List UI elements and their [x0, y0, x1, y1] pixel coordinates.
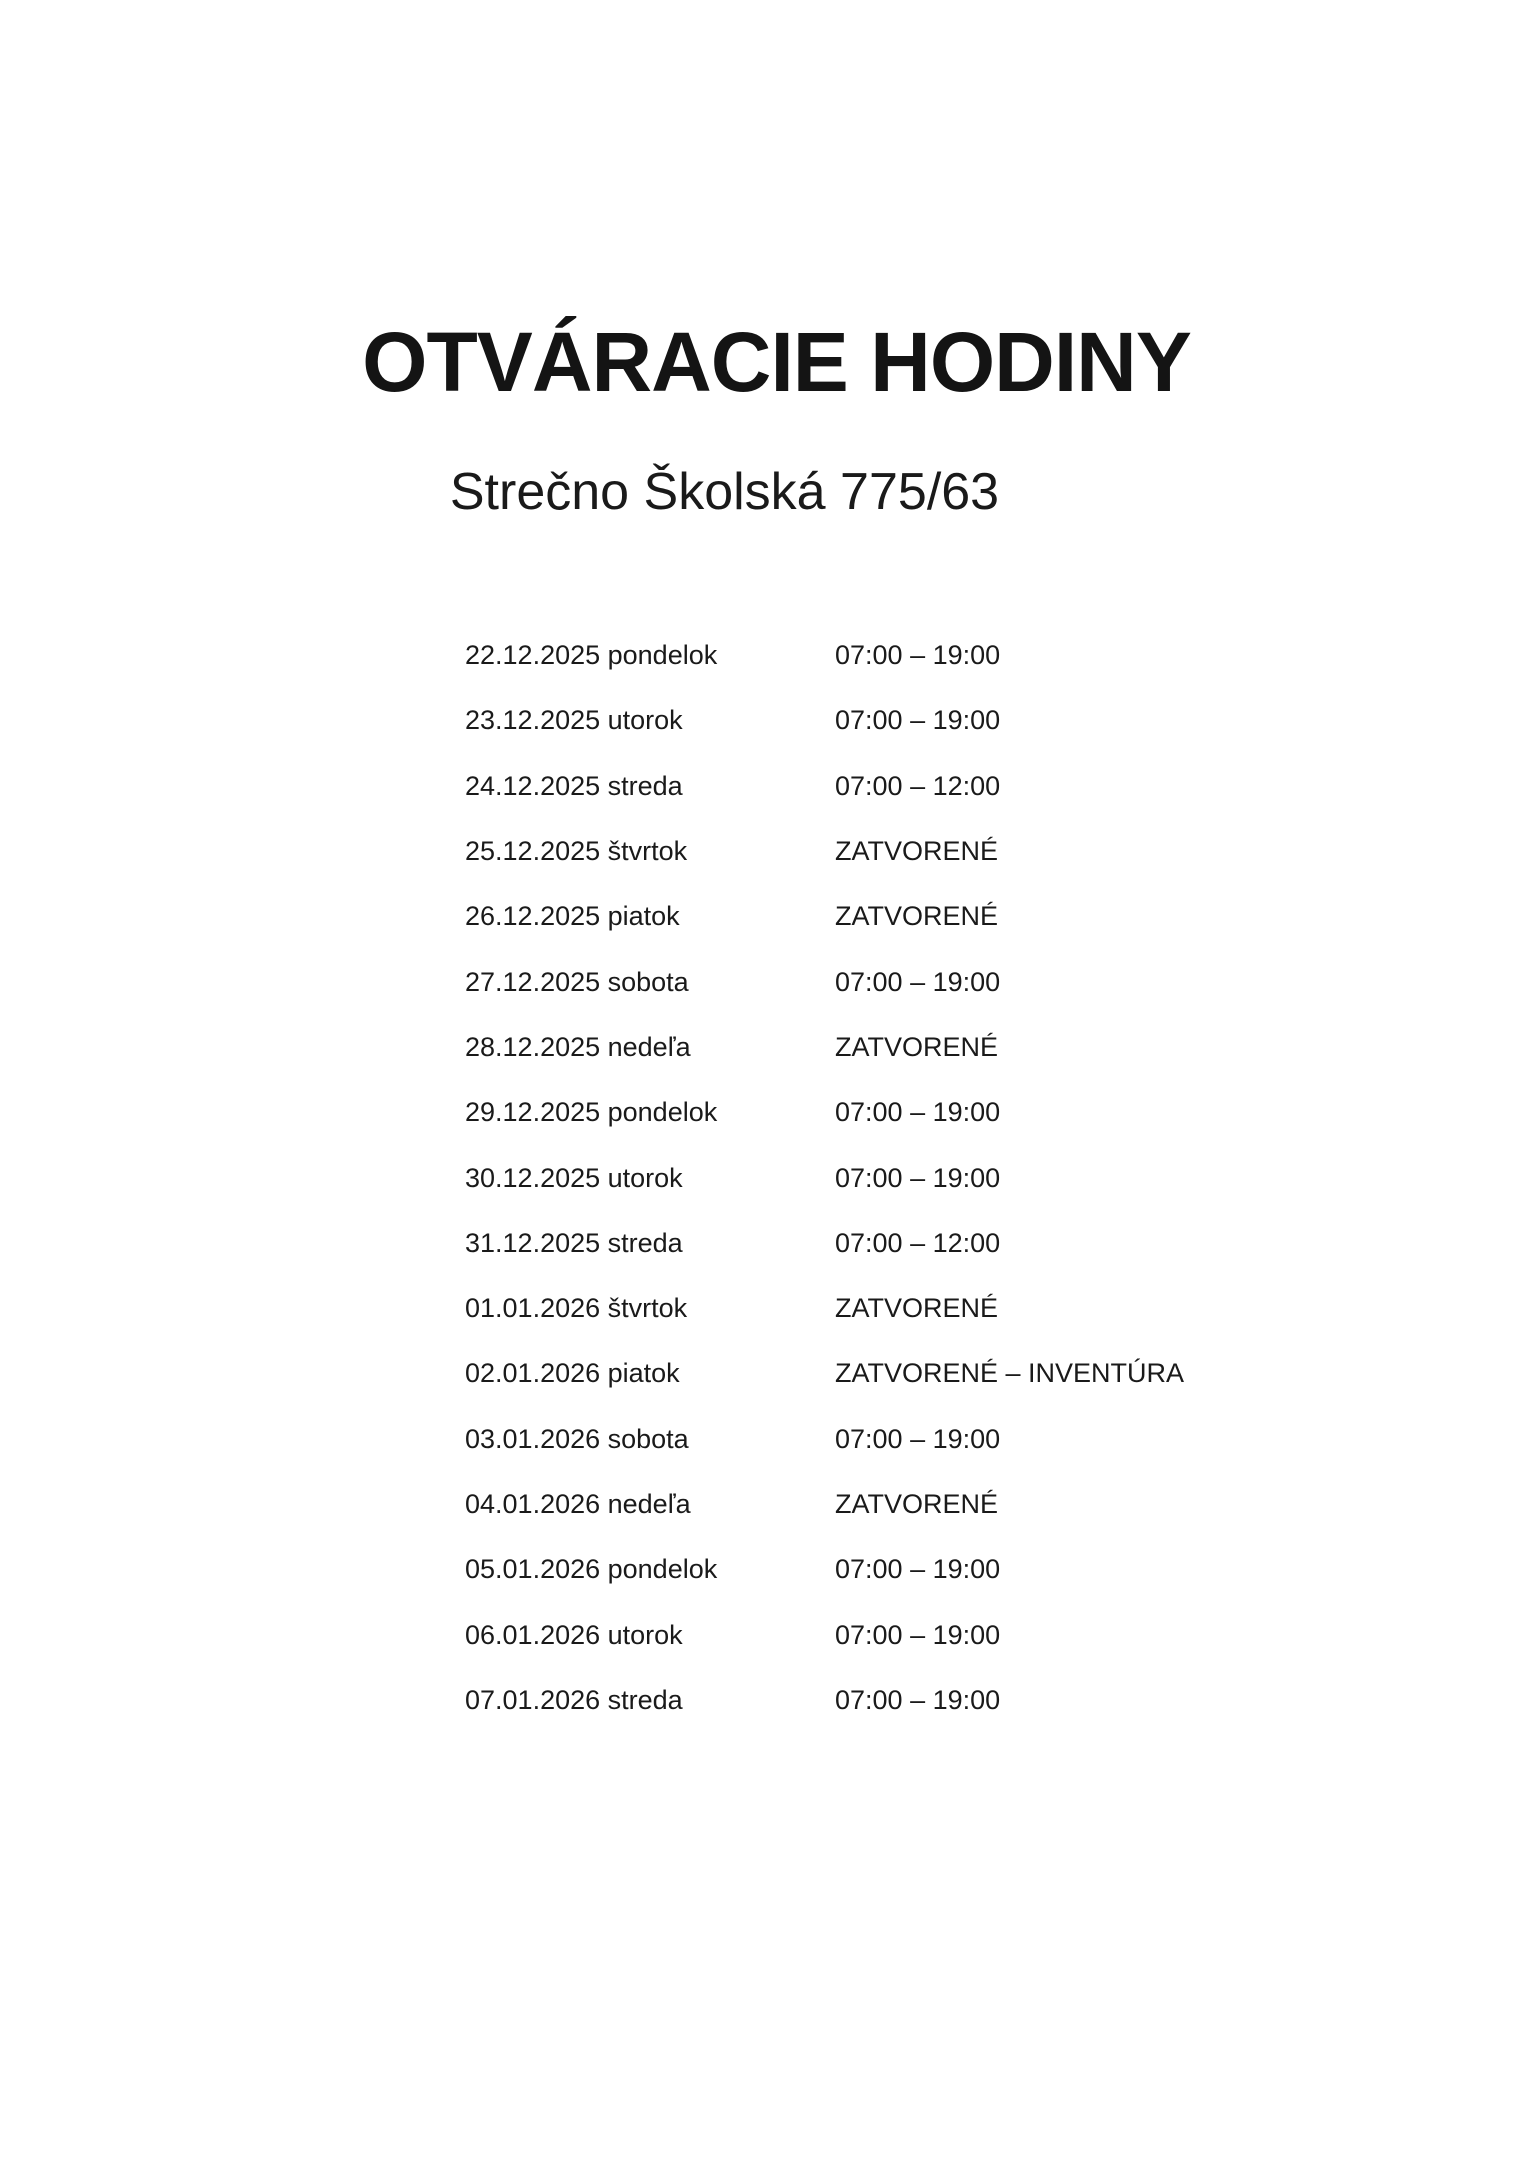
schedule-row [465, 949, 1184, 1014]
schedule-row-hours: 07:00 – 19:00 [835, 1554, 1001, 1585]
schedule-row [465, 688, 1184, 753]
schedule-row-hours: 07:00 – 19:00 [835, 1619, 1001, 1650]
schedule-row [465, 1211, 1184, 1276]
schedule-row-date: 07.01.2026 streda [465, 1684, 683, 1715]
schedule-row-hours: ZATVORENÉ [835, 1031, 999, 1062]
schedule-list [465, 623, 1184, 1733]
schedule-row-date: 28.12.2025 nedeľa [465, 1031, 691, 1062]
schedule-row-date: 26.12.2025 piatok [465, 901, 680, 932]
schedule-row-hours: ZATVORENÉ – INVENTÚRA [835, 1358, 1185, 1389]
schedule-row-hours: ZATVORENÉ [835, 1293, 999, 1324]
schedule-row [465, 1602, 1184, 1667]
schedule-row-hours: 07:00 – 12:00 [835, 1227, 1001, 1258]
schedule-row-date: 01.01.2026 štvrtok [465, 1293, 688, 1324]
schedule-row-hours: 07:00 – 19:00 [835, 966, 1001, 997]
schedule-row-date: 25.12.2025 štvrtok [465, 836, 688, 867]
schedule-row [465, 1341, 1184, 1406]
schedule-row [465, 1668, 1184, 1733]
schedule-row-date: 03.01.2026 sobota [465, 1423, 689, 1454]
schedule-row-hours: ZATVORENÉ [835, 836, 999, 867]
page-subtitle: Strečno Školská 775/63 [449, 463, 1000, 521]
schedule-row [465, 819, 1184, 884]
schedule-row [465, 1407, 1184, 1472]
schedule-row-hours: 07:00 – 19:00 [835, 705, 1001, 736]
schedule-row-date: 30.12.2025 utorok [465, 1162, 683, 1193]
schedule-row-date: 05.01.2026 pondelok [465, 1554, 718, 1585]
schedule-row [465, 1080, 1184, 1145]
schedule-row-hours: ZATVORENÉ [835, 1489, 999, 1519]
schedule-row-hours: 07:00 – 19:00 [835, 640, 1001, 671]
page-title: OTVÁRACIE HODINY [362, 315, 1191, 409]
schedule-row [465, 1145, 1184, 1210]
schedule-row-date: 22.12.2025 pondelok [465, 640, 718, 671]
schedule-row-hours: 07:00 – 19:00 [835, 1162, 1001, 1193]
schedule-row [465, 1472, 1184, 1537]
schedule-row-date: 24.12.2025 streda [465, 770, 683, 801]
schedule-row-date: 04.01.2026 nedeľa [465, 1489, 691, 1519]
schedule-row-date: 23.12.2025 utorok [465, 705, 683, 736]
schedule-row [465, 1537, 1184, 1602]
schedule-row [465, 754, 1184, 819]
schedule-row-hours: 07:00 – 19:00 [835, 1097, 1001, 1128]
schedule-row-date: 02.01.2026 piatok [465, 1358, 680, 1389]
schedule-row [465, 1015, 1184, 1080]
schedule-row [465, 884, 1184, 949]
schedule-row-date: 29.12.2025 pondelok [465, 1097, 718, 1128]
schedule-row-date: 06.01.2026 utorok [465, 1619, 683, 1650]
schedule-row-hours: 07:00 – 12:00 [835, 770, 1001, 801]
schedule-row [465, 623, 1184, 688]
schedule-row-date: 27.12.2025 sobota [465, 966, 689, 997]
schedule-row-hours: ZATVORENÉ [835, 901, 999, 932]
schedule-row-date: 31.12.2025 streda [465, 1227, 683, 1258]
schedule-row [465, 1276, 1184, 1341]
schedule-row-hours: 07:00 – 19:00 [835, 1423, 1001, 1454]
schedule-row-hours: 07:00 – 19:00 [835, 1684, 1001, 1715]
